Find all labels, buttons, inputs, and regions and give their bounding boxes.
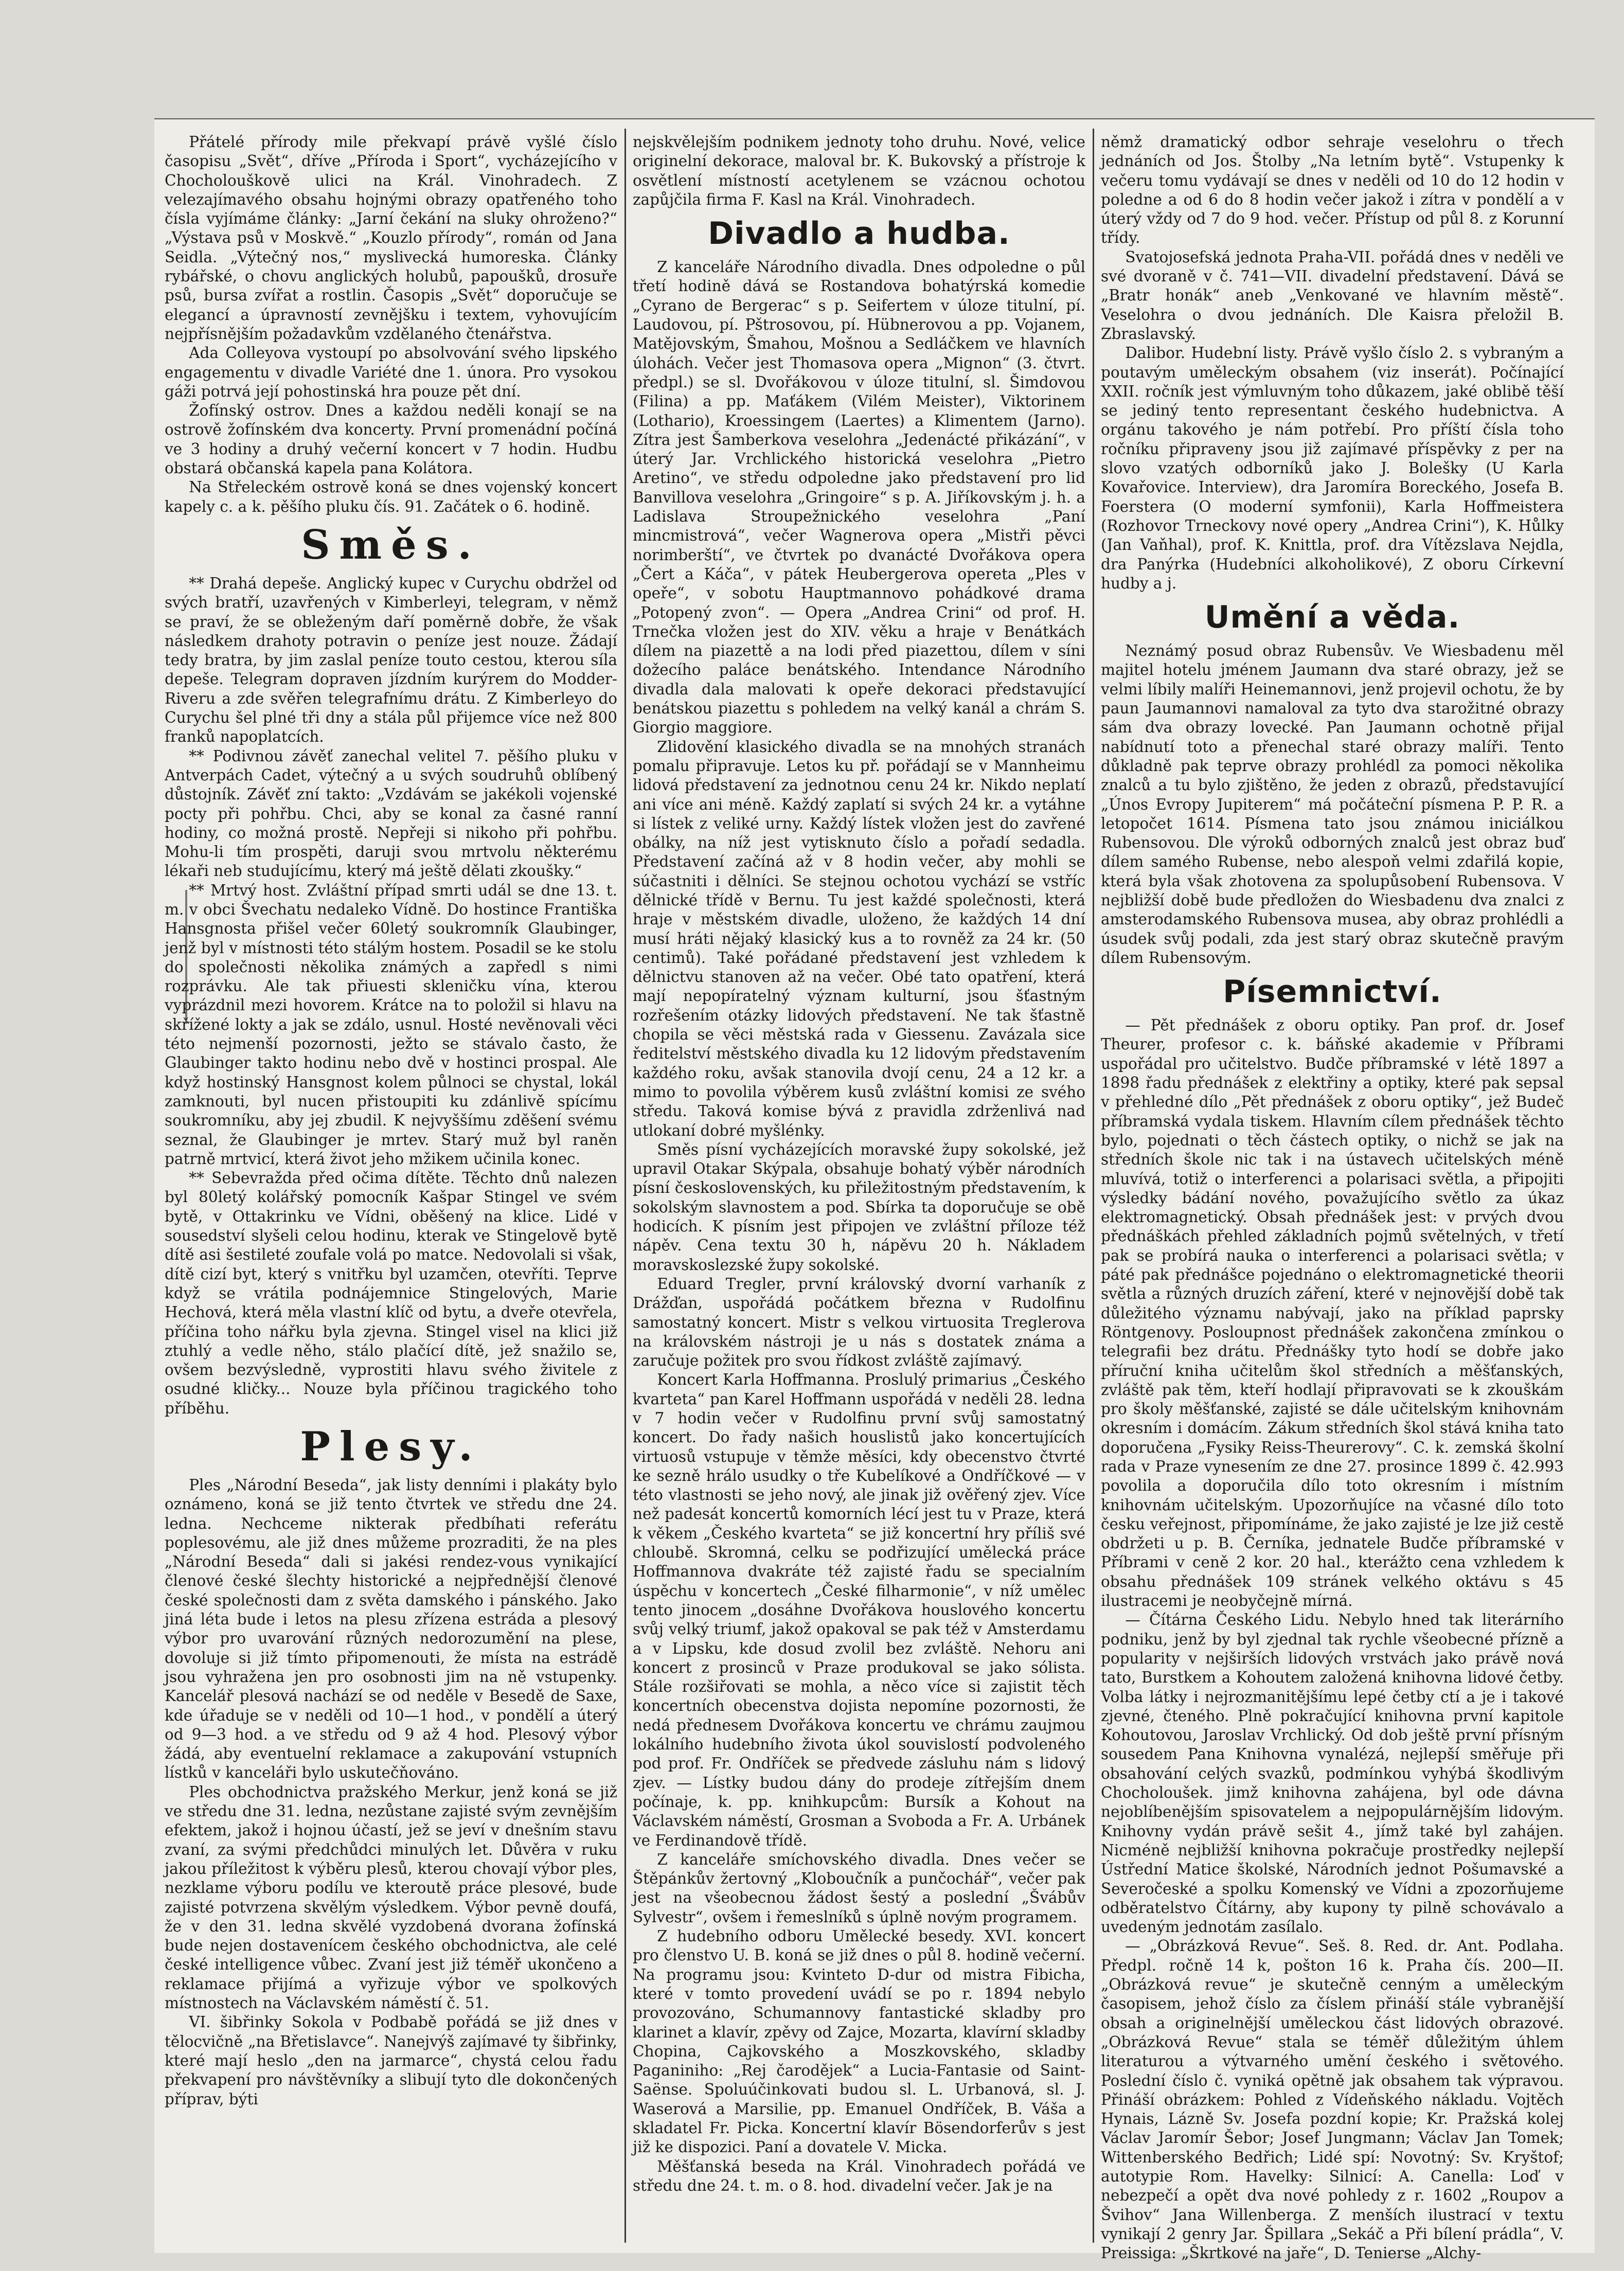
item-obraz-rubensuv: Neznámý posud obraz Rubensův. Ve Wiesbadenu měl majitel hotelu jménem Jaumann dva staré obrazy, jež se velmi líbily malíři Heinemannovi, jenž projevil ochotu, že by paun Jaumannovi namaloval za tyto dva starožitné obrazy sám dva obrazy lovecké. Pan Jaumann ochotně přijal nabídnutí toto a přenechal staré obrazy malíři. Tento důkladně pak teprve obrazy prohlédl za pomoci několika znalců a tu bylo zjištěno, že jeden z obrazů, představující „Únos Evropy Jupiterem“ má počáteční písmena P. P. R. a letopočet 1614. Písmena tato jsou známou iniciálkou Rubensovou. Dle výroků odborných znalců jest obraz buď dílem samého Rubense, nebo alespoň velmi zdařilá kopie, která byla však zhotovena za spolupůsobení Rubensova. V nejbližší době bude předložen do Wiesbadenu dva znalci z amsterodamského Rubensova musea, aby obraz prohlédli a úsudek svůj podali, zda jest starý obraz skutečně pravým dílem Rubensovým. [1101,642,1564,967]
item-zlidoveni-divadla: Zlidovění klasického divadla se na mnohých stranách pomalu připravuje. Letos ku př. pořádají se v Mannheimu lidová představení za jednotnou cenu 24 kr. Nikdo neplatí ani více ani méně. Každý zaplatí si svých 24 kr. a vytáhne si lístek z veliké urny. Každý lístek vložen jest do zavřené obálky, na níž jest vytisknuto číslo a pořadí sedadla. Představení začíná až v 8 hodin večer, aby mohli se súčastniti i dělníci. Se stejnou ochotou vychází se vstříc dělnické třídě v Bernu. Tu jest každé společnosti, která hraje v městském divadle, uloženo, že každých 14 dní musí hráti nějaký klasický kus a to rovněž za 24 kr. (50 centimů). Také pořádané představení jest vzhledem k dělnictvu stanoven až na večer. Obé tato opatření, která mají nepopíratelný význam kulturní, jsou šťastným rozřešením otázky lidových představení. Ne tak šťastně chopila se věci městská rada v Giessenu. Zavázala sice ředitelství městského divadla ku 12 lidovým představením každého roku, avšak stanovila dvojí cenu, 24 a 12 kr. a mimo to povolila výběrem kusů zvláštní komisi ze svého středu. Taková komise bývá z pravidla zdrženlivá nad utlokaní dobré myšlénky. [633,738,1085,1139]
item-sibrinky-sokola: VI. šibřinky Sokola v Podbabě pořádá se již dnes v tělocvičně „na Břetislavce“. Nanejvýš zajímavé ty šibřinky, které mají heslo „den na jarmarce“, chystá celou řadu překvapení pro návštěvníky a slibují tyto dle dokončených příprav, býti [165,2013,617,2108]
item-narodni-divadlo: Z kanceláře Národního divadla. Dnes odpoledne o půl třetí hodině dává se Rostandova bohatýrská komedie „Cyrano de Bergerac“ s p. Seifertem v úloze titulní, pí. Laudovou, pí. Pštrosovou, pí. Hübnerovou a pp. Vojanem, Matějovským, Šmahou, Mošnou a Sedláčkem ve hlavních úlohách. Večer jest Thomasova opera „Mignon“ (3. čtvrt. předpl.) se sl. Dvořákovou v úloze titulní, sl. Šimdovou (Filina) a pp. Maťákem (Vilém Meister), Viktorinem (Lothario), Kroessingem (Laertes) a Klimentem (Jarno). Zítra jest Šamberkova veselohra „Jedenácté přikázání“, v úterý Jar. Vrchlického historická veselohra „Pietro Aretino“, ve středu odpoledne jako představení pro lid Banvillova veselohra „Gringoire“ s p. A. Jiříkovským j. h. a Ladislava Stroupežnického veselohra „Paní mincmistrová“, večer Wagnerova opera „Mistři pěvci norimberští“, ve čtvrtek po dvanácté Dvořákova opera „Čert a Káča“, v pátek Heubergerova opereta „Ples v opeře“, v sobotu Hauptmannovo pohádkové drama „Potopený zvon“. — Opera „Andrea Crini“ od prof. H. Trnečka vložen jest do XIV. věku a hraje v Benátkách dílem na piazettě a na lodi před piazettou, dílem v síni dožecího paláce benátského. Intendance Národního divadla dala malovati k opeře dekoraci představující benátskou piazettu s pohledem na velký kanál a chrám S. Giorgio maggiore. [633,258,1085,737]
section-heading-plesy: Plesy. [300,1423,482,1470]
item-sebevrazda: ** Sebevražda před očima dítěte. Těchto dnů nalezen byl 80letý kolářský pomocník Kašpar Stingel ve svém bytě, v Ottakrinku ve Vídni, oběšený na klice. Lidé v sousedství slyšeli celou hodinu, kterak ve Stingelově bytě dítě asi šestileté zoufale volá po matce. Nedovolali si však, dítě cizí byt, který s vnitřku byl uzamčen, otevříti. Teprve když se vrátila podnájemnice Stingelových, Marie Hechová, která měla vlastní klíč od bytu, a dveře otevřela, příčina toho nářku byla zjevna. Stingel visel na klici již ztuhlý a vedle něho, stálo plačící dítě, jež snažilo se, ovšem bezvýsledně, vyprostiti hlavu svého živitele z osudné kličky... Nouze byla příčinou tragického toho příběhu. [165,1169,617,1417]
item-koncert-hoffmanna: Koncert Karla Hoffmanna. Proslulý primarius „Českého kvarteta“ pan Karel Hoffmann uspořádá v neděli 28. ledna v 7 hodin večer v Rudolfinu první svůj samostatný koncert. Do řady našich houslistů jako koncertujících virtuosů vstupuje v těmže měsíci, kdy obecenstvo čtvrté ke sezně hrálo usudky o tře Kubelíkové a Ondříčkové — v této vlastnosti se jeho nový, ale jinak již ověřený zjev. Více než padesát koncertů komorních lécí jest tu v Praze, která k věkem „Českého kvarteta“ se již koncertní hry příliš své chloubě. Skromná, celku se podřizující umělecká práce Hoffmannova dvakráte též zajisté řadu se specialním úspěchu v koncertech „České filharmonie“, v níž umělec tento jinocem „dosáhne Dvořákova houslového koncertu svůj velký triumf, jakož opakoval se pak též v Amsterdamu a v Lipsku, kde dosud zvolil bez zvláště. Nehoru ani koncert z prosinců v Praze produkoval se jako sólista. Stále rozšiřovati se mohla, a něco více si zajistit těch koncertních obecenstva dojista nepomíne pozornosti, že nedá přednesem Dvořákova koncertu ve chrámu zaujmou lokálního hudebního života úkol souvislostí podvoleného pod prof. Fr. Ondříček se předvede zásluhu nám s lidový zjev. — Lístky budou dány do prodeje zítřejším dnem počínaje, k. pp. knihkupcům: Bursík a Kohout na Václavském náměstí, Grosman a Svoboda a Fr. A. Urbánek ve Ferdinandově třídě. [633,1371,1085,1849]
item-obrazkova-revue: — „Obrázková Revue“. Seš. 8. Red. dr. Ant. Podlaha. Předpl. ročně 14 k, pošton 16 k. Praha čís. 200—II. „Obrázková revue“ je skutečně cenným a uměleckým časopisem, jehož číslo za číslem přináší stále vybranější obsah a originelnější uměleckou část lidových obrazové. „Obrázková Revue“ stala se téměř důležitým úhlem literaturou a výtvarného umění českého i světového. Poslední číslo č. vyniká opětně jak obsahem tak výpravou. Přináší obrázkem: Pohled z Vídeňského nákladu. Vojtěch Hynais, Lázně Sv. Josefa pozdní kopie; Kr. Pražská kolej Václav Jaromír Šebor; Josef Jungmann; Václav Jan Tomek; Wittenberského Bedřich; Lidé spí: Novotný: Sv. Kryštof; autotypie Rom. Havelky: Silnicí: A. Canella: Loď v nebezpečí a opět dva nové pohledy z r. 1602 „Roupov a Švihov“ Jana Willenberga. Z menších ilustrací v textu vynikají 2 genry Jar. Špillara „Sekáč a Při bílení prádla“, V. Preissiga: „Škrtkové na jaře“, D. Tenierse „Alchy- [1101,1937,1564,2262]
item-pet-prednasek: — Pět přednášek z oboru optiky. Pan prof. dr. Josef Theurer, profesor c. k. báňské akademie v Příbrami uspořádal pro učitelstvo. Budče příbramské v létě 1897 a 1898 řadu přednášek z elektřiny a optiky, které pak sepsal v přehledné dílo „Pět přednášek z oboru optiky“, jež Budeč příbramská vydala tiskem. Hlavním cílem přednášek těchto bylo, pojednati o těch částech optiky, o nichž se jak na středních škole nic tak i na ústavech učitelských méně mluvívá, totiž o interferenci a polarisaci světla, a připojiti výsledky bádání nového, považujícího světlo za úkaz elektromagnetický. Obsah přednášek jest: v prvých dvou přednáškách přehled základních pojmů světelných, v třetí pak se probírá nauka o interferenci a polarisaci světla; v páté pak přednášce pojednáno o elektromagnetické theorii světla a různých druzích záření, které v nejnovější době tak důležitého významu nabývají, jako na příklad paprsky Röntgenovy. Posloupnost přednášek zakončena zmínkou o telegrafii bez drátu. Přednášky tyto hodí se dobře jako příruční kniha učitelům škol středních a měšťanských, zvláště pak těm, kteří hodlají připravovati se k zkouškám pro školy měšťanské, zajisté se dále učitelským knihovnám okresním i domácím. Zákum středních škol stává kniha tato doporučena „Fysiky Reiss-Theurerovy“. C. k. zemská školní rada v Praze vynesením ze dne 27. prosince 1899 č. 42.993 povolila a doporučila dílo toto okresním i místním knihovnám učitelským. Upozorňujíce na včasné dílo toto česku veřejnost, připomínáme, že jako zajisté je lze již cestě obdržeti u p. B. Černíka, jednatele Budče příbramské v Příbrami v ceně 2 kor. 20 hal., kterážto cena vzhledem k obsahu přednášek 109 stránek velkého oktávu s 45 ilustracemi je neobyčejně mírná. [1101,1016,1564,1610]
item-continuation: němž dramatický odbor sehraje veselohru o třech jednáních od Jos. Štolby „Na letním bytě“. Vstupenky k večeru tomu vydávají se dnes v neděli od 10 do 12 hodin v poledne a od 6 do 8 hodin večer jakož i zítra v pondělí a v úterý vždy od 7 do 9 hod. večer. Přístup od půl 8. z Korunní třídy. [1101,133,1564,247]
section-heading-umeni: Umění a věda. [1204,599,1460,636]
newspaper-page [154,118,1595,2262]
top-rule [154,118,1595,119]
item-smes-pisni: Směs písní vycházejících moravské župy sokolské, jež upravil Otakar Skýpala, obsahuje bohatý výběr národních písní československých, ku přiležitostným představením, k sokolským slavnostem a pod. Sbírka ta doporučuje se obě hodicích. K písním jest připojen ve zvláštní příloze též nápěv. Cena textu 30 h, nápěvu 20 h. Nákladem moravskoslezské župy sokolské. [633,1140,1085,1274]
item-ples-narodni-beseda: Ples „Národní Beseda“, jak listy denními i plakáty bylo oznámeno, koná se již tento čtvrtek ve středu dne 24. ledna. Nechceme nikterak předbíhati referátu poplesovému, ale již dnes můžeme prozraditi, že na ples „Národní Beseda“ dali si jakési rendez-vous vynikající členové české šlechty historické a nejpřednější členové české společnosti dam z světa damského i pánského. Jako jiná léta bude i letos na plesu zřízena estráda a plesový výbor pro uvarování různých nedorozumění na plese, dovoluje si již tímto připomenouti, že místa na estrádě jsou vyhražena jen pro osobnosti jim na ně vstupenky. Kancelář plesová nachází se od neděle v Besedě de Saxe, kde úřaduje se v neděli od 10—1 hod., v pondělí a úterý od 9—3 hod. a ve středu od 9 až 4 hod. Plesový výbor žádá, aby eventuelní reklamace a zakupování vstupních lístků v kanceláři bylo uskutečňováno. [165,1476,617,1782]
item-eduard-tregler: Eduard Tregler, první královský dvorní varhaník z Drážďan, uspořádá počátkem března v Rudolfinu samostatný koncert. Mistr s velkou virtuosita Treglerova na královském nástroji je u nás s dostatek známa a zaručuje požitek pro svou řídkost zvláště zajímavý. [633,1275,1085,1370]
column-2 [633,133,1085,2242]
item-smichovske-divadlo: Z kanceláře smíchovského divadla. Dnes večer se Štěpánkův žertovný „Kloboučník a punčochář“, večer pak jest na všeobecnou žádost šestý a poslední „Švábův Sylvestr“, ovšem i řemeslníků s úplně novým programem. [633,1850,1085,1926]
item-ples-merkur: Ples obchodnictva pražského Merkur, jenž koná se již ve středu dne 31. ledna, nezůstane zajisté svým zevnějším efektem, jakož i hojnou účastí, jež se jeví v dnešním stavu zvaní, za svými předchůdci minulých let. Důvěra v ruku jakou příležitost k výběru plesů, kterou chovají výbor ples, nezklame výboru podílu ve kteroutě práce plesové, bude zajisté potvrzena skvělým výsledkem. Výbor pevně doufá, že v den 31. ledna skvělé vyzdobená dvorana žofínská bude nejen dostavenícem českého obchodnictva, ale celé české intelligence vůbec. Zvaní jest již téměř ukončeno a reklamace přijímá a vyřizuje výbor ve spolkových místnostech na Václavském náměstí č. 51. [165,1783,617,2012]
item-mrtvy-host: ** Mrtvý host. Zvláštní případ smrti udál se dne 13. t. m. v obci Švechatu nedaleko Vídně. Do hostince Františka Hansgnosta přišel večer 60letý soukromník Glaubinger, jenž byl v místnosti této stálým hostem. Posadil se ke stolu do společnosti několika známých a zapředl s nimi rozprávku. Ale tak přiuesti skleničku vína, kterou vyprázdnil mezi hovorem. Krátce na to položil si hlavu na skřížené lokty a jak se zdálo, usnul. Hosté nevěnovali věci této nejmenší pozornosti, ježto se stávalo často, že Glaubinger takto hodinu nebo dvě v hostinci prospal. Ale když hostinský Hansgnost kolem půlnoci se chystal, lokál zamknouti, byl nucen přistoupiti ku zdánlivě spícímu soukromníku, aby jej zbudil. K nejvyššímu zděšení svému seznal, že Glaubinger je mrtev. Starý muž byl raněn patrně mrtvicí, která život jeho mžikem učinila konec. [165,881,617,1168]
column-divider-2 [1093,129,1094,2243]
section-heading-smes: Směs. [301,521,481,568]
item-umelecka-beseda: Z hudebního odboru Umělecké besedy. XVI. koncert pro členstvo U. B. koná se již dnes o půl 8. hodině večerní. Na programu jsou: Kvinteto D-dur od mistra Fibicha, které v tomto provedení uvádí se po r. 1894 nebylo provozováno, Schumannovy fantastické skladby pro klarinet a klavír, zpěvy od Zajce, Mozarta, klavírní skladby Chopina, Cajkovského a Moszkovského, skladby Paganiniho: „Rej čarodějek“ a Lucia-Fantasie od Saint-Saënse. Spoluúčinkovati budou sl. L. Urbanová, sl. J. Waserová a Marsilie, pp. Emanuel Ondříček, B. Váša a skladatel Fr. Picka. Koncertní klavír Bösendorferův s jest již ke dispozici. Paní a dovatele V. Micka. [633,1927,1085,2156]
item-zofinsky-ostrov: Žofínský ostrov. Dnes a každou neděli konají se na ostrově žofínském dva koncerty. První promenádní počíná ve 3 hodiny a druhý večerní koncert v 7 hodin. Hudbu obstará občanská kapela pana Kolátora. [165,402,617,477]
item-ada-colleyova: Ada Colleyova vystoupí po absolvování svého lipského engagementu v divadle Variété dne 1. února. Pro vysokou gáži potrvá její pohostinská hra pouze pět dní. [165,344,617,400]
item-pratele-prirody: Přátelé přírody mile překvapí právě vyšlé číslo časopisu „Svět“, dříve „Příroda i Sport“, vycházejícího v Chocholouškově ulici na Král. Vinohradech. Z velezajímavého obsahu hojnými obrazy opatřeného toho čísla vyjímáme články: „Jarní čekání na sluky ohroženo?“ „Výstava psů v Moskvě.“ „Kouzlo přírody“, román od Jana Seidla. „Výtečný nos,“ myslivecká humoreska. Články rybářské, o chovu anglických holubů, papoušků, drosuře psů, bursa zvířat a rostlin. Časopis „Svět“ doporučuje se elegancí a úpravností zevnějšku i textem, vyhovujícím nejpřísnějším požadavkům vzdělaného čtenářstva. [165,133,617,343]
item-draha-depese: ** Drahá depeše. Anglický kupec v Curychu obdržel od svých bratří, uzavřených v Kimberleyi, telegram, v němž se praví, že se obleženým daří poměrně dobře, že však následkem drahoty potravin o peníze jest nouze. Žádají tedy bratra, by jim zaslal peníze touto cestou, kterou síla depeše. Telegram dopraven jízdním kurýrem do Modder-Riveru a zde svěřen telegrafnímu drátu. Z Kimberleyo do Curychu šel plné tři dny a stála půl přijemce více než 800 franků napoplatcích. [165,574,617,746]
column-1 [165,133,617,2242]
item-dalibor: Dalibor. Hudební listy. Právě vyšlo číslo 2. s vybraným a poutavým uměleckým obsahem (viz inserát). Počínající XXII. ročník jest výmluvným toho důkazem, jaké oblibě těší se jediný tento representant českého hudebnictva. A orgánu takového je nám potřebí. Pro příští čísla toho ročníku připraveny jsou již zajímavé příspěvky z per na slovo vzatých odborníků jako J. Bolešky (U Karla Kovařovice. Interview), dra Jaromíra Boreckého, Josefa B. Foerstera (O moderní symfonii), Karla Hoffmeistera (Rozhovor Trneckovy nové opery „Andrea Crini“), K. Hůlky (Jan Vaňhal), prof. K. Knittla, prof. dra Vítězslava Nejdla, dra Panýrka (Hudebníci alkoholikové), Z oboru Církevní hudby a j. [1101,344,1564,592]
item-continuation: nejskvělejším podnikem jednoty toho druhu. Nové, velice originelní dekorace, maloval br. K. Bukovský a přístroje k osvětlení místností acetylenem se vzácnou ochotou zapůjčila firma F. Kasl na Král. Vinohradech. [633,133,1085,208]
column-divider-1 [624,129,626,2243]
column-3 [1101,133,1564,2262]
item-citarna-ceskeho-lidu: — Čítárna Českého Lidu. Nebylo hned tak literárního podniku, jenž by byl zjednal tak rychle všeobecné přízně a popularity v nejširších lidových vrstvách jako právě nová tato, Burstkem a Kohoutem založená knihovna lidové četby. Volba látky i nejrozmanitějšímu lepé četby ctí a je i takové zjevné, čteného. Plně pokračující knihovna první kapitole Kohoutovou, Jaroslav Vrchlický. Od dob ještě první přísným sousedem Pana Knihovna vynalézá, nejlepší směřuje při obsahování celých svazků, podmínkou vyhýbá škodlivým Chocholoušek. jimž knihovna zahájena, byl ode dávna nejoblíbenějším spisovatelem a nejpopulárnějším lidovým. Knihovny vydán právě sešit 4., jímž také byl zahájen. Nicméně nejbližší knihovna pokračuje prostředky nejlepší Ústřední Matice školské, Národních jednot Pošumavské a Severočeské a spolku Komenský ve Vídni a zpozorňujeme odběratelstvo Čítárny, aby kupony ty pilně schovávalo a uvedeným jednotám zasílalo. [1101,1611,1564,1936]
item-mestanska-beseda: Měšťanská beseda na Král. Vinohradech pořádá ve středu dne 24. t. m. o 8. hod. divadelní večer. Jak je na [633,2157,1085,2194]
section-heading-divadlo: Divadlo a hudba. [708,216,1010,252]
item-podivna-zavet: ** Podivnou závěť zanechal velitel 7. pěšího pluku v Antverpách Cadet, výtečný a u svých soudruhů oblíbený důstojník. Závěť zní takto: „Vzdávám se jakékoli vojenské pocty při pohřbu. Chci, aby se konal za časné ranní hodiny, co možná prostě. Nepřeji si nikoho při pohřbu. Mohu-li tím prospěti, daruji svou mrtvolu některému lékaři neb studujícímu, který má ještě dělati zkoušky.“ [165,747,617,880]
section-heading-pisemnictvi: Písemnictví. [1223,974,1442,1010]
item-svatojosefska-jednota: Svatojosefská jednota Praha-VII. pořádá dnes v neděli ve své dvoraně v č. 741—VII. divadelní představení. Dává se „Bratr honák“ aneb „Venkované ve hlavním městě“. Veselohra o dvou jednáních. Dle Kaisra přeložil B. Zbraslavský. [1101,248,1564,343]
item-strelecky-ostrov: Na Střeleckém ostrově koná se dnes vojenský koncert kapely c. a k. pěšího pluku čís. 91. Začátek o 6. hodině. [165,478,617,515]
